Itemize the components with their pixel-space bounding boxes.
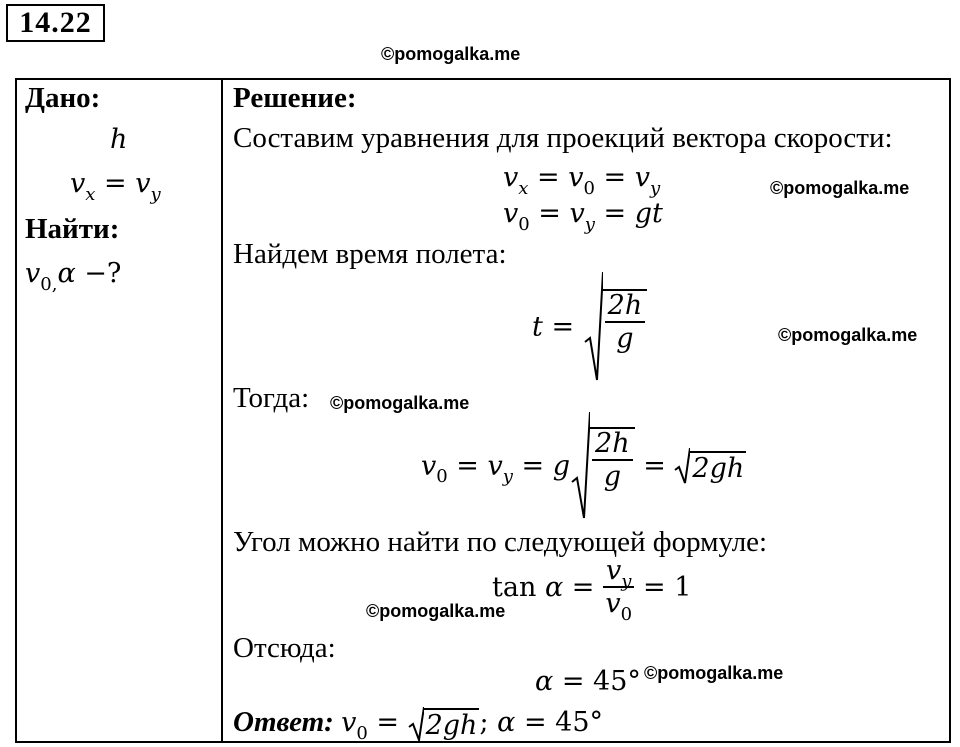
solution-title: Решение:	[233, 82, 357, 114]
equation-time: t = $\frac{2h}{g}$	[532, 272, 647, 382]
solution-line-3: Тогда:	[233, 382, 310, 414]
equation-vx-v0-vy: $v_x = v_0 = v_y$	[503, 162, 661, 199]
answer	[233, 706, 604, 744]
watermark: ©pomogalka.me	[381, 44, 521, 64]
watermark: ©pomogalka.me	[330, 393, 470, 413]
watermark: ©pomogalka.me	[366, 601, 506, 621]
column-divider	[221, 78, 223, 743]
watermark: ©pomogalka.me	[644, 663, 784, 683]
solution-line-1: Составим уравнения для проекций вектора скорости:	[233, 122, 893, 154]
equation-v0: $v_0 = v_y = g$ $\frac{2h}{g}$ = 2gh	[421, 412, 746, 520]
equation-alpha: α = 45°	[535, 666, 641, 697]
find-unknowns: $v_{0,}\alpha$ −?	[25, 258, 122, 295]
equation-tan: tan α = $\frac{v_y}{v_0}$ = 1	[492, 555, 692, 625]
given-vx-eq-vy: $v_x = v_y$	[70, 168, 161, 205]
watermark: ©pomogalka.me	[778, 325, 918, 345]
sqrt-sign: $\frac{2h}{g}$	[583, 272, 648, 382]
answer-label: Ответ:	[233, 706, 334, 738]
sqrt-sign: 2gh	[674, 448, 746, 484]
find-title: Найти:	[25, 213, 120, 245]
sqrt-sign: $\frac{2h}{g}$	[570, 412, 635, 520]
solution-line-4: Угол можно найти по следующей формуле:	[233, 526, 768, 558]
solution-line-2: Найдем время полета:	[233, 238, 507, 270]
watermark: ©pomogalka.me	[770, 178, 910, 198]
equation-v0-vy-gt: $v_0 = v_y$ = gt	[503, 198, 663, 235]
solution-line-5: Отсюда:	[233, 632, 336, 664]
given-title: Дано:	[25, 82, 101, 114]
answer-formula: $v_0 = 2gh$; α = 45°	[341, 707, 604, 744]
given-h: h	[110, 124, 128, 155]
problem-number: 14.22	[6, 4, 105, 42]
